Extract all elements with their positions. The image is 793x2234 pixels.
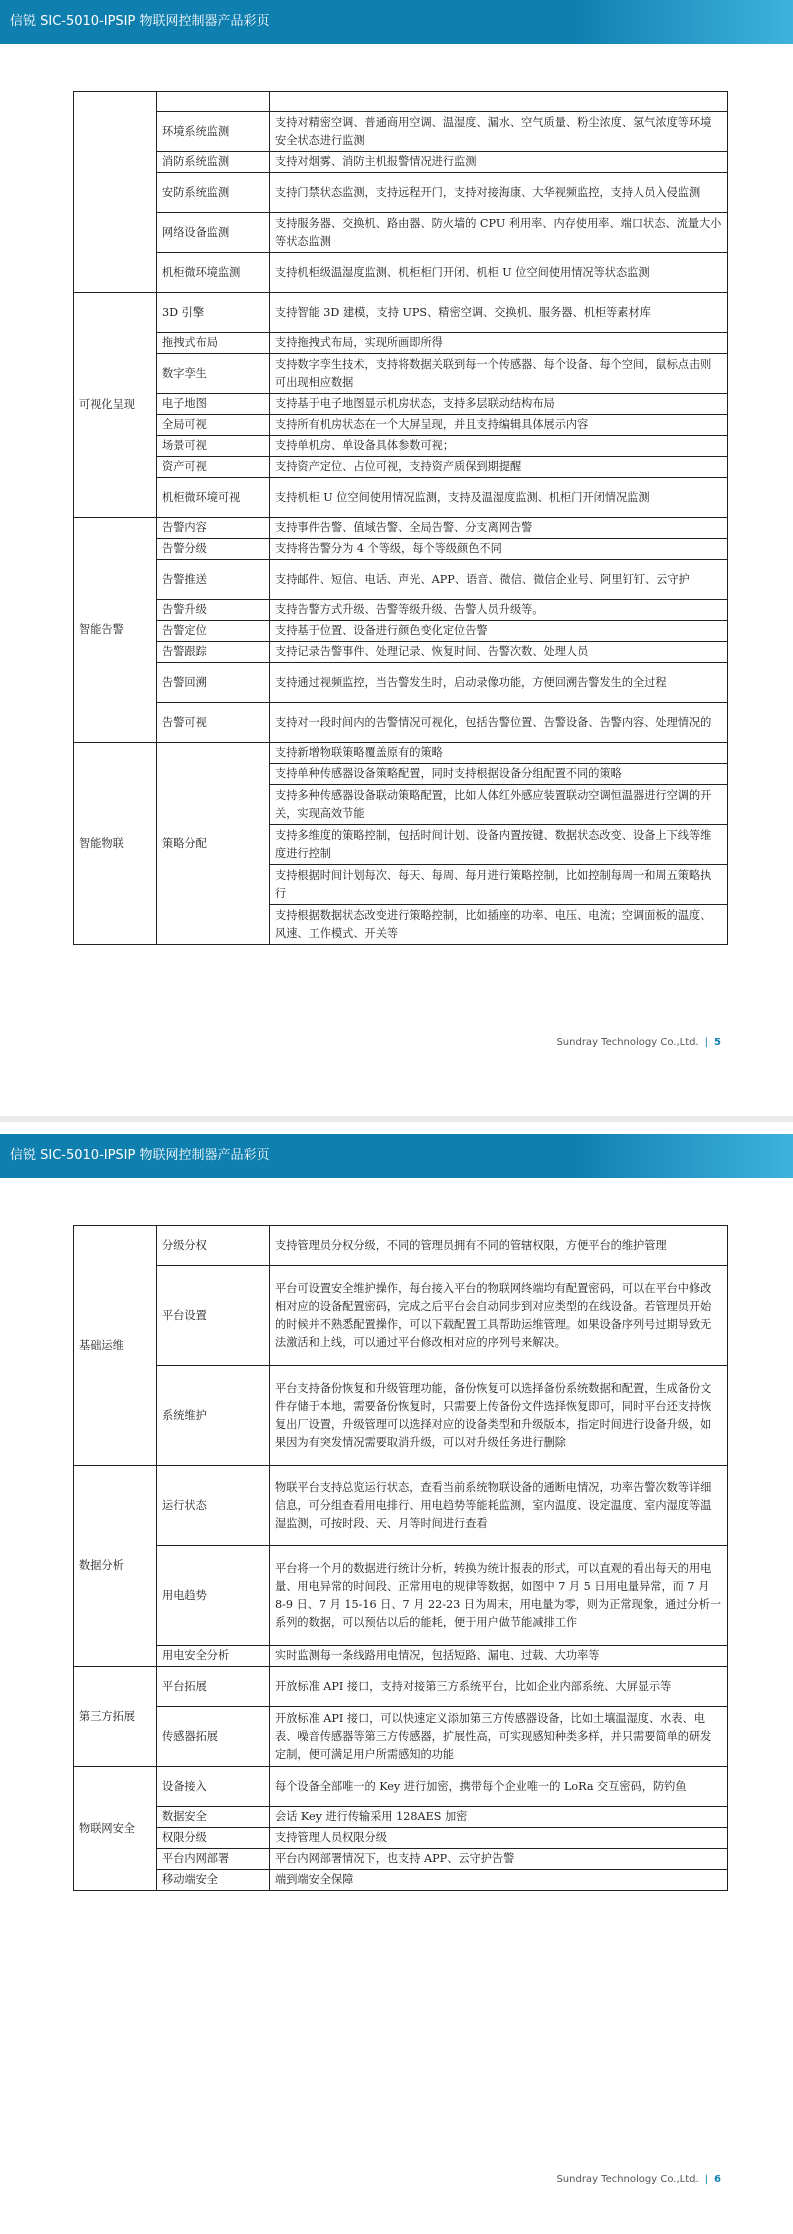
category-cell: 智能物联 — [74, 743, 157, 945]
sub-item-cell: 消防系统监测 — [157, 152, 270, 173]
table-row — [74, 92, 728, 112]
sub-item-cell: 策略分配 — [157, 743, 270, 945]
table-row — [74, 1226, 728, 1266]
description-cell: 支持数字孪生技术，支持将数据关联到每一个传感器、每个设备、每个空间，鼠标点击则可出现相应数据 — [270, 354, 728, 394]
category-cell: 智能告警 — [74, 518, 157, 743]
table-row — [74, 415, 728, 436]
table-row — [74, 112, 728, 152]
sub-item-cell: 平台内网部署 — [157, 1849, 270, 1870]
description-cell: 支持将告警分为 4 个等级，每个等级颜色不同 — [270, 539, 728, 560]
description-cell: 支持单机房、单设备具体参数可视； — [270, 436, 728, 457]
description-cell: 支持多种传感器设备联动策略配置，比如人体红外感应装置联动空调恒温器进行空调的开关，实现高效节能 — [270, 785, 728, 825]
sub-item-cell: 数据安全 — [157, 1807, 270, 1828]
description-cell: 支持多维度的策略控制，包括时间计划、设备内置按键、数据状态改变、设备上下线等维度进行控制 — [270, 825, 728, 865]
page-number: 6 — [714, 2174, 721, 2185]
table-row — [74, 333, 728, 354]
description-cell: 支持智能 3D 建模，支持 UPS、精密空调、交换机、服务器、机柜等素材库 — [270, 293, 728, 333]
table-row — [74, 743, 728, 764]
category-cell: 第三方拓展 — [74, 1667, 157, 1767]
spec-table-page-5 — [73, 91, 728, 945]
table-row — [74, 1767, 728, 1807]
description-cell: 支持告警方式升级、告警等级升级、告警人员升级等。 — [270, 600, 728, 621]
description-cell: 支持基于位置、设备进行颜色变化定位告警 — [270, 621, 728, 642]
sub-item-cell: 权限分级 — [157, 1828, 270, 1849]
table-row — [74, 663, 728, 703]
description-cell: 支持单种传感器设备策略配置，同时支持根据设备分组配置不同的策略 — [270, 764, 728, 785]
category-cell: 数据分析 — [74, 1466, 157, 1667]
category-cell: 可视化呈现 — [74, 293, 157, 518]
sub-item-cell: 告警跟踪 — [157, 642, 270, 663]
description-cell: 支持对烟雾、消防主机报警情况进行监测 — [270, 152, 728, 173]
sub-item-cell: 系统维护 — [157, 1366, 270, 1466]
sub-item-cell: 平台拓展 — [157, 1667, 270, 1707]
sub-item-cell — [157, 92, 270, 112]
description-cell: 支持管理人员权限分级 — [270, 1828, 728, 1849]
table-row — [74, 436, 728, 457]
sub-item-cell: 环境系统监测 — [157, 112, 270, 152]
sub-item-cell: 设备接入 — [157, 1767, 270, 1807]
description-cell: 支持机柜 U 位空间使用情况监测，支持及温湿度监测、机柜门开闭情况监测 — [270, 478, 728, 518]
table-row — [74, 478, 728, 518]
spec-table-page-6 — [73, 1225, 728, 1891]
sub-item-cell: 传感器拓展 — [157, 1707, 270, 1767]
description-cell: 支持对一段时间内的告警情况可视化，包括告警位置、告警设备、告警内容、处理情况的 — [270, 703, 728, 743]
description-cell: 支持事件告警、值域告警、全局告警、分支离网告警 — [270, 518, 728, 539]
description-cell: 开放标准 API 接口，可以快速定义添加第三方传感器设备，比如土壤温湿度、水表、电表、噪音传感器等第三方传感器，扩展性高，可实现感知种类多样，并只需要简单的研发定制，便可满足用户所需感知的功能 — [270, 1707, 728, 1767]
category-cell — [74, 92, 157, 293]
header-title: 信锐 SIC-5010-IPSIP 物联网控制器产品彩页 — [10, 1148, 270, 1163]
table-row — [74, 539, 728, 560]
page-footer — [556, 1037, 721, 1048]
table-row — [74, 621, 728, 642]
sub-item-cell: 拖拽式布局 — [157, 333, 270, 354]
description-cell: 支持新增物联策略覆盖原有的策略 — [270, 743, 728, 764]
table-row — [74, 560, 728, 600]
sub-item-cell: 平台设置 — [157, 1266, 270, 1366]
table-row — [74, 394, 728, 415]
header-title: 信锐 SIC-5010-IPSIP 物联网控制器产品彩页 — [10, 14, 270, 29]
footer-company: Sundray Technology Co.,Ltd. — [556, 1037, 699, 1048]
category-cell: 物联网安全 — [74, 1767, 157, 1891]
table-row — [74, 1546, 728, 1646]
description-cell: 支持根据时间计划每次、每天、每周、每月进行策略控制，比如控制每周一和周五策略执行 — [270, 865, 728, 905]
sub-item-cell: 机柜微环境监测 — [157, 253, 270, 293]
sub-item-cell: 网络设备监测 — [157, 213, 270, 253]
sub-item-cell: 数字孪生 — [157, 354, 270, 394]
footer-company: Sundray Technology Co.,Ltd. — [556, 2174, 699, 2185]
description-cell: 开放标准 API 接口，支持对接第三方系统平台，比如企业内部系统、大屏显示等 — [270, 1667, 728, 1707]
description-cell: 实时监测每一条线路用电情况，包括短路、漏电、过载、大功率等 — [270, 1646, 728, 1667]
description-cell: 平台可设置安全维护操作，每台接入平台的物联网终端均有配置密码，可以在平台中修改相对应的设备配置密码，完成之后平台会自动同步到对应类型的在线设备。若管理员开始的时候并不熟悉配置操作，可以下载配置工具帮助运维管理。如果设备序列号过期导致无法激活和上线，可以通过平台修改相对应的序列号来解决。 — [270, 1266, 728, 1366]
table-row — [74, 354, 728, 394]
sub-item-cell: 资产可视 — [157, 457, 270, 478]
description-cell: 支持门禁状态监测，支持远程开门，支持对接海康、大华视频监控，支持人员入侵监测 — [270, 173, 728, 213]
table-row — [74, 1266, 728, 1366]
sub-item-cell: 告警定位 — [157, 621, 270, 642]
sub-item-cell: 告警内容 — [157, 518, 270, 539]
sub-item-cell: 机柜微环境可视 — [157, 478, 270, 518]
sub-item-cell: 全局可视 — [157, 415, 270, 436]
table-row — [74, 1667, 728, 1707]
description-cell: 支持机柜级温湿度监测、机柜柜门开闭、机柜 U 位空间使用情况等状态监测 — [270, 253, 728, 293]
table-row — [74, 642, 728, 663]
description-cell: 支持管理员分权分级，不同的管理员拥有不同的管辖权限，方便平台的维护管理 — [270, 1226, 728, 1266]
table-row — [74, 600, 728, 621]
table-row — [74, 1849, 728, 1870]
table-row — [74, 1707, 728, 1767]
description-cell: 支持拖拽式布局，实现所画即所得 — [270, 333, 728, 354]
footer-separator: | — [704, 1037, 709, 1048]
description-cell: 支持服务器、交换机、路由器、防火墙的 CPU 利用率、内存使用率、端口状态、流量大小等状态监测 — [270, 213, 728, 253]
description-cell: 物联平台支持总览运行状态，查看当前系统物联设备的通断电情况，功率告警次数等详细信息，可分组查看用电排行、用电趋势等能耗监测，室内温度、设定温度、室内湿度等温湿监测，可按时段、天、月等时间进行查看 — [270, 1466, 728, 1546]
sub-item-cell: 分级分权 — [157, 1226, 270, 1266]
sub-item-cell: 告警升级 — [157, 600, 270, 621]
sub-item-cell: 移动端安全 — [157, 1870, 270, 1891]
table-row — [74, 253, 728, 293]
sub-item-cell: 用电趋势 — [157, 1546, 270, 1646]
description-cell: 支持根据数据状态改变进行策略控制，比如插座的功率、电压、电流；空调面板的温度、风速、工作模式、开关等 — [270, 905, 728, 945]
description-cell: 端到端安全保障 — [270, 1870, 728, 1891]
description-cell: 平台内网部署情况下，也支持 APP、云守护告警 — [270, 1849, 728, 1870]
description-cell: 支持邮件、短信、电话、声光、APP、语音、微信、微信企业号、阿里钉钉、云守护 — [270, 560, 728, 600]
description-cell: 平台将一个月的数据进行统计分析，转换为统计报表的形式，可以直观的看出每天的用电量、用电异常的时间段、正常用电的规律等数据，如图中 7 月 5 日用电量异常，而 7 月 8-9 日、7 月 15-16 日、7 月 22-23 日为周末，用电量为零，则为正常现象，通过分析一系列的数据，可以预估以后的能耗，便于用户做节能减排工作 — [270, 1546, 728, 1646]
table-row — [74, 1828, 728, 1849]
description-cell: 支持通过视频监控，当告警发生时，启动录像功能，方便回溯告警发生的全过程 — [270, 663, 728, 703]
page-number: 5 — [714, 1037, 721, 1048]
description-cell: 支持基于电子地图显示机房状态，支持多层联动结构布局 — [270, 394, 728, 415]
sub-item-cell: 告警推送 — [157, 560, 270, 600]
description-cell: 支持所有机房状态在一个大屏呈现，并且支持编辑具体展示内容 — [270, 415, 728, 436]
sub-item-cell: 告警可视 — [157, 703, 270, 743]
category-cell: 基础运维 — [74, 1226, 157, 1466]
table-row — [74, 518, 728, 539]
table-row — [74, 1870, 728, 1891]
table-row — [74, 457, 728, 478]
table-row — [74, 213, 728, 253]
description-cell: 平台支持备份恢复和升级管理功能，备份恢复可以选择备份系统数据和配置，生成备份文件存储于本地，需要备份恢复时，只需要上传备份文件选择恢复即可，同时平台还支持恢复出厂设置，升级管理可以选择对应的设备类型和升级版本，指定时间进行设备升级，如果因为有突发情况需要取消升级，可以对升级任务进行删除 — [270, 1366, 728, 1466]
description-cell — [270, 92, 728, 112]
page-footer — [556, 2174, 721, 2185]
description-cell: 支持资产定位、占位可视，支持资产质保到期提醒 — [270, 457, 728, 478]
table-row — [74, 703, 728, 743]
sub-item-cell: 运行状态 — [157, 1466, 270, 1546]
description-cell: 支持对精密空调、普通商用空调、温湿度、漏水、空气质量、粉尘浓度、氢气浓度等环境安全状态进行监测 — [270, 112, 728, 152]
table-row — [74, 152, 728, 173]
table-row — [74, 1366, 728, 1466]
sub-item-cell: 告警分级 — [157, 539, 270, 560]
description-cell: 支持记录告警事件、处理记录、恢复时间、告警次数、处理人员 — [270, 642, 728, 663]
description-cell: 每个设备全部唯一的 Key 进行加密，携带每个企业唯一的 LoRa 交互密码，防钓鱼 — [270, 1767, 728, 1807]
description-cell: 会话 Key 进行传输采用 128AES 加密 — [270, 1807, 728, 1828]
sub-item-cell: 电子地图 — [157, 394, 270, 415]
page-header — [0, 1134, 793, 1178]
sub-item-cell: 告警回溯 — [157, 663, 270, 703]
table-row — [74, 1466, 728, 1546]
table-row — [74, 1807, 728, 1828]
sub-item-cell: 用电安全分析 — [157, 1646, 270, 1667]
sub-item-cell: 3D 引擎 — [157, 293, 270, 333]
page-header — [0, 0, 793, 44]
sub-item-cell: 安防系统监测 — [157, 173, 270, 213]
table-row — [74, 293, 728, 333]
page-divider — [0, 1116, 793, 1122]
footer-separator: | — [704, 2174, 709, 2185]
sub-item-cell: 场景可视 — [157, 436, 270, 457]
table-row — [74, 173, 728, 213]
table-row — [74, 1646, 728, 1667]
